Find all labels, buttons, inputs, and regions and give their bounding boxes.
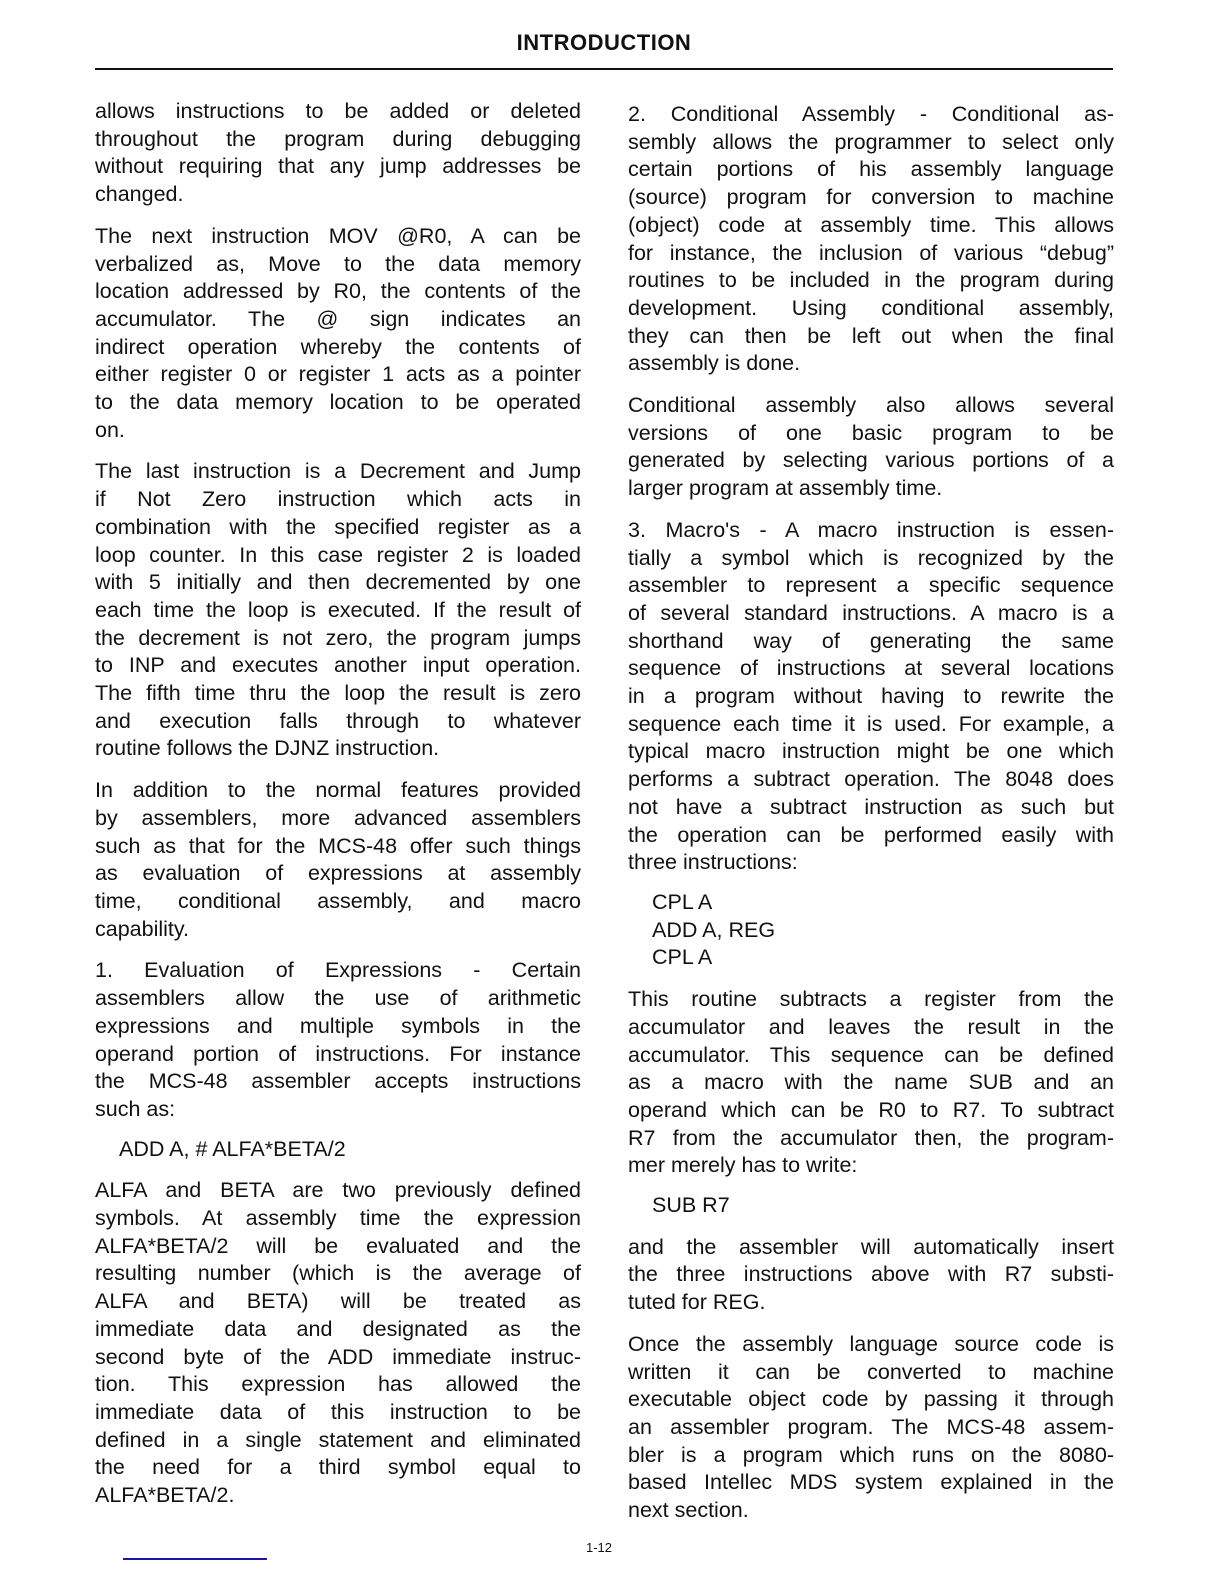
text-line: the MCS-48 assembler accepts instructions	[95, 1069, 581, 1094]
text-line: such as:	[95, 1096, 176, 1121]
paragraph	[628, 986, 1114, 1180]
text-line: sequence of instructions at several locations	[628, 656, 1114, 681]
text-line: the need for a third symbol equal to	[95, 1455, 581, 1480]
text-line: sembly allows the programmer to select only	[628, 129, 1114, 154]
text-line: and execution falls through to whatever	[95, 708, 581, 733]
text-line: in a program without having to rewrite the	[628, 684, 1114, 709]
text-line: either register 0 or register 1 acts as a pointer	[95, 362, 581, 387]
paragraph	[95, 777, 581, 943]
text-line: The next instruction MOV @R0, A can be	[95, 223, 581, 248]
text-line: as evaluation of expressions at assembly	[95, 861, 581, 886]
text-line: expressions and multiple symbols in the	[95, 1013, 581, 1038]
text-line: assembler to represent a specific sequence	[628, 573, 1114, 598]
text-line: of several standard instructions. A macro is a	[628, 600, 1114, 625]
text-line: mer merely has to write:	[628, 1153, 858, 1178]
text-line: for instance, the inclusion of various “debug”	[628, 240, 1114, 265]
text-line: on.	[95, 417, 125, 442]
footer-blue-line	[123, 1558, 267, 1560]
text-line: resulting number (which is the average of	[95, 1261, 581, 1286]
code-block	[652, 1192, 1114, 1220]
text-line: each time the loop is executed. If the result of	[95, 597, 581, 622]
code-block	[652, 889, 1114, 972]
text-line: next section.	[628, 1498, 749, 1523]
text-line: by assemblers, more advanced assemblers	[95, 805, 581, 830]
text-line: time, conditional assembly, and macro	[95, 888, 581, 913]
text-line: typical macro instruction might be one which	[628, 739, 1114, 764]
code-line: SUB R7	[652, 1193, 730, 1218]
paragraph	[628, 517, 1114, 877]
page-header: INTRODUCTION	[516, 30, 692, 55]
text-line: allows instructions to be added or deleted	[95, 99, 581, 123]
left-column	[95, 98, 581, 1524]
code-block	[119, 1136, 581, 1164]
text-line: an assembler program. The MCS-48 assem-	[628, 1414, 1114, 1439]
text-line: ALFA and BETA) will be treated as	[95, 1289, 581, 1314]
text-line: versions of one basic program to be	[628, 420, 1114, 445]
text-line: ALFA and BETA are two previously defined	[95, 1178, 581, 1203]
text-line: generated by selecting various portions of a	[628, 448, 1114, 473]
text-line: indirect operation whereby the contents of	[95, 334, 581, 359]
text-line: second byte of the ADD immediate instruc-	[95, 1344, 581, 1369]
text-line: 1. Evaluation of Expressions - Certain	[95, 958, 581, 983]
right-column	[628, 101, 1114, 1539]
text-line: based Intellec MDS system explained in the	[628, 1470, 1114, 1495]
text-line: accumulator. This sequence can be defined	[628, 1042, 1114, 1067]
text-line: the decrement is not zero, the program jumps	[95, 625, 581, 650]
text-line: ALFA*BETA/2 will be evaluated and the	[95, 1233, 581, 1258]
code-line: CPL A	[652, 889, 713, 914]
text-line: if Not Zero instruction which acts in	[95, 487, 581, 512]
paragraph	[628, 1331, 1114, 1525]
text-line: tuted for REG.	[628, 1290, 766, 1315]
text-line: verbalized as, Move to the data memory	[95, 251, 581, 276]
text-line: operand which can be R0 to R7. To subtract	[628, 1097, 1114, 1122]
text-line: operand portion of instructions. For instance	[95, 1041, 581, 1066]
text-line: loop counter. In this case register 2 is loaded	[95, 542, 581, 567]
paragraph	[95, 458, 581, 763]
paragraph	[95, 98, 581, 209]
text-line: In addition to the normal features provided	[95, 778, 581, 803]
text-line: to INP and executes another input operation.	[95, 653, 581, 678]
header-rule	[95, 68, 1113, 70]
text-line: combination with the specified register as a	[95, 514, 581, 539]
paragraph	[628, 101, 1114, 378]
code-line: ADD A, # ALFA*BETA/2	[119, 1136, 346, 1161]
text-line: with 5 initially and then decremented by one	[95, 570, 581, 595]
paragraph	[628, 392, 1114, 503]
text-line: ALFA*BETA/2.	[95, 1483, 235, 1508]
text-line: (source) program for conversion to machine	[628, 185, 1114, 210]
text-line: as a macro with the name SUB and an	[628, 1070, 1114, 1095]
text-line: symbols. At assembly time the expression	[95, 1206, 581, 1231]
text-line: accumulator. The @ sign indicates an	[95, 306, 581, 331]
text-line: larger program at assembly time.	[628, 476, 943, 501]
text-line: sequence each time it is used. For example, a	[628, 711, 1114, 736]
text-line: not have a subtract instruction as such but	[628, 794, 1114, 819]
code-line: CPL A	[652, 945, 713, 970]
text-line: routine follows the DJNZ instruction.	[95, 736, 440, 761]
text-line: location addressed by R0, the contents of the	[95, 279, 581, 304]
text-line: performs a subtract operation. The 8048 does	[628, 767, 1114, 792]
text-line: accumulator and leaves the result in the	[628, 1014, 1114, 1039]
text-line: defined in a single statement and eliminated	[95, 1427, 581, 1452]
text-line: 3. Macro's - A macro instruction is essen-	[628, 517, 1114, 542]
text-line: assembly is done.	[628, 351, 801, 376]
text-line: such as that for the MCS-48 offer such things	[95, 833, 581, 858]
text-line: the operation can be performed easily with	[628, 822, 1114, 847]
text-line: This routine subtracts a register from the	[628, 987, 1114, 1012]
text-line: certain portions of his assembly language	[628, 157, 1114, 182]
text-line: shorthand way of generating the same	[628, 628, 1114, 653]
paragraph	[628, 1234, 1114, 1317]
text-line: they can then be left out when the final	[628, 323, 1114, 348]
text-line: The fifth time thru the loop the result is zero	[95, 681, 581, 706]
text-line: (object) code at assembly time. This allows	[628, 212, 1114, 237]
text-line: to the data memory location to be operated	[95, 390, 581, 415]
text-line: capability.	[95, 916, 190, 941]
text-line: throughout the program during debugging	[95, 126, 581, 151]
text-line: bler is a program which runs on the 8080-	[628, 1442, 1114, 1467]
paragraph	[95, 223, 581, 445]
text-line: tion. This expression has allowed the	[95, 1372, 581, 1397]
text-line: immediate data and designated as the	[95, 1316, 581, 1341]
page-number: 1-12	[586, 1540, 613, 1555]
text-line: three instructions:	[628, 850, 798, 875]
text-line: the three instructions above with R7 substi-	[628, 1262, 1114, 1287]
text-line: development. Using conditional assembly,	[628, 295, 1114, 320]
text-line: Conditional assembly also allows several	[628, 393, 1114, 418]
paragraph	[95, 957, 581, 1123]
text-line: changed.	[95, 182, 184, 207]
paragraph	[95, 1177, 581, 1509]
text-line: 2. Conditional Assembly - Conditional as-	[628, 102, 1114, 126]
text-line: Once the assembly language source code is	[628, 1331, 1114, 1356]
code-line: ADD A, REG	[652, 917, 776, 942]
text-line: without requiring that any jump addresses be	[95, 154, 581, 179]
text-line: executable object code by passing it through	[628, 1387, 1114, 1412]
text-line: assemblers allow the use of arithmetic	[95, 986, 581, 1011]
text-line: and the assembler will automatically insert	[628, 1234, 1114, 1259]
text-line: immediate data of this instruction to be	[95, 1399, 581, 1424]
text-line: routines to be included in the program during	[628, 268, 1114, 293]
text-line: written it can be converted to machine	[628, 1359, 1114, 1384]
text-line: R7 from the accumulator then, the program-	[628, 1125, 1114, 1150]
text-line: tially a symbol which is recognized by the	[628, 545, 1114, 570]
text-line: The last instruction is a Decrement and Jump	[95, 459, 581, 484]
